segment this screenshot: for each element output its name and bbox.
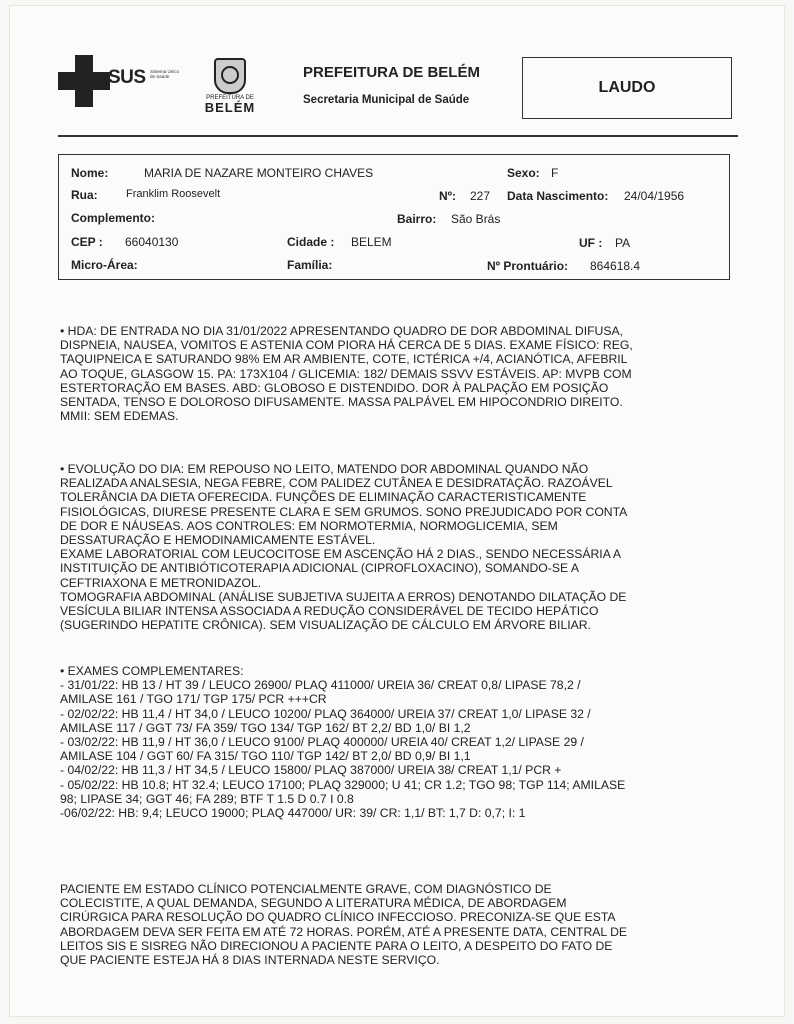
text-line: (SUGERINDO HEPATITE CRÔNICA). SEM VISUALIZAÇÃO DE CÁLCULO EM ÁRVORE BILIAR. xyxy=(60,618,591,633)
sexo-value: F xyxy=(551,166,559,180)
nome-value: MARIA DE NAZARE MONTEIRO CHAVES xyxy=(144,166,374,180)
familia-label: Família: xyxy=(287,258,333,272)
text-line: FISIOLÓGICAS, DIURESE PRESENTE CLARA E SEM GRUMOS. SONO PREJUDICADO POR CONTA xyxy=(60,504,628,519)
text-line: 98; LIPASE 34; GGT 46; FA 289; BTF T 1.5 D 0.7 I 0.8 xyxy=(60,791,354,806)
nascimento-value: 24/04/1956 xyxy=(624,189,685,203)
text-line: • HDA: DE ENTRADA NO DIA 31/01/2022 APRESENTANDO QUADRO DE DOR ABDOMINAL DIFUSA, xyxy=(60,324,624,338)
text-line: ABORDAGEM DEVA SER FEITA EM ATÉ 72 HORAS. PORÉM, ATÉ A PRESENTE DATA, CENTRAL DE xyxy=(60,924,628,939)
exames-section xyxy=(60,664,730,820)
cep-value: 66040130 xyxy=(125,235,179,249)
text-line: SENTADA, TENSO E DOLOROSO DIFUSAMENTE. MASSA PALPÁVEL EM HIPOCONDRIO DIREITO. xyxy=(60,395,623,410)
header-divider xyxy=(58,135,738,137)
belem-logo xyxy=(195,58,265,118)
text-line: - 04/02/22: HB 11,3 / HT 34,5 / LEUCO 15800/ PLAQ 387000/ UREIA 38/ CREAT 1,1/ PCR + xyxy=(60,763,562,778)
text-line: TOLERÂNCIA DA DIETA OFERECIDA. FUNÇÕES DE ELIMINAÇÃO CARACTERISTICAMENTE xyxy=(60,490,587,505)
cidade-value: BELEM xyxy=(351,235,392,249)
text-line: EXAME LABORATORIAL COM LEUCOCITOSE EM ASCENÇÃO HÁ 2 DIAS., SENDO NECESSÁRIA A xyxy=(60,547,621,562)
text-line: TOMOGRAFIA ABDOMINAL (ANÁLISE SUBJETIVA SUJEITA A ERROS) DENOTANDO DILATAÇÃO DE xyxy=(60,589,627,604)
text-line: COLECISTITE, A QUAL DEMANDA, SEGUNDO A LITERATURA MÉDICA, DE ABORDAGEM xyxy=(60,896,567,911)
text-line: MMII: SEM EDEMAS. xyxy=(60,409,179,424)
prontuario-value: 864618.4 xyxy=(590,259,641,273)
text-line: CEFTRIAXONA E METRONIDAZOL. xyxy=(60,575,262,590)
belem-logo-name: BELÉM xyxy=(204,100,256,115)
text-line: -06/02/22: HB: 9,4; LEUCO 19000; PLAQ 447000/ UR: 39/ CR: 1,1/ BT: 1,7 D: 0,7; I: 1 xyxy=(60,806,526,821)
complemento-label: Complemento: xyxy=(71,211,155,225)
rua-value: Franklim Roosevelt xyxy=(126,188,221,200)
text-line: AMILASE 117 / GGT 73/ FA 359/ TGO 134/ TGP 162/ BT 2,2/ BD 1,0/ BI 1,2 xyxy=(60,720,471,735)
sus-logo-subtext: Sistema Único de Saúde xyxy=(150,69,180,79)
text-line: • EXAMES COMPLEMENTARES: xyxy=(60,664,244,678)
uf-value: PA xyxy=(615,236,631,250)
doc-type-label: LAUDO xyxy=(598,79,656,96)
cep-label: CEP : xyxy=(71,235,103,249)
text-line: • EVOLUÇÃO DO DIA: EM REPOUSO NO LEITO, MATENDO DOR ABDOMINAL QUANDO NÃO xyxy=(60,462,589,476)
prontuario-label: Nº Prontuário: xyxy=(487,259,569,273)
text-line: REALIZADA ANALSESIA, NEGA FEBRE, COM PALIDEZ CUTÂNEA E DESIDRATAÇÃO. RAZOÁVEL xyxy=(60,476,613,491)
text-line: TAQUIPNEICA E SATURANDO 98% EM AR AMBIENTE, COTE, ICTÉRICA +/4, ACIANÓTICA, AFEBRIL xyxy=(60,352,628,367)
cidade-label: Cidade : xyxy=(287,235,335,249)
text-line: AMILASE 161 / TGO 171/ TGP 175/ PCR +++CR xyxy=(60,692,327,707)
belem-crest-icon xyxy=(214,58,246,94)
patient-info-box xyxy=(58,154,730,280)
text-line: CIRÚRGICA PARA RESOLUÇÃO DO QUADRO CLÍNICO INFECCIOSO. PRECONIZA-SE QUE ESTA xyxy=(60,910,616,925)
text-line: LEITOS SIS E SISREG NÃO DIRECIONOU A PACIENTE PARA O LEITO, A DESPEITO DO FATO DE xyxy=(60,938,613,953)
belem-logo-top: PREFEITURA DE xyxy=(206,95,254,101)
text-line: VESÍCULA BILIAR INTENSA ASSOCIADA A REDUÇÃO CONSIDERÁVEL DE TECIDO HEPÁTICO xyxy=(60,604,599,619)
sexo-label: Sexo: xyxy=(507,166,540,180)
text-line: DE DOR E NÁUSEAS. AOS CONTROLES: EM NORMOTERMIA, NORMOGLICEMIA, SEM xyxy=(60,518,558,533)
evolucao-section xyxy=(60,462,730,632)
org-title: PREFEITURA DE BELÉM xyxy=(303,64,480,81)
text-line: AMILASE 104 / GGT 60/ FA 315/ TGO 110/ TGP 142/ BT 2,0/ BD 0,9/ BI 1,1 xyxy=(60,749,471,764)
bairro-label: Bairro: xyxy=(397,212,437,226)
uf-label: UF : xyxy=(579,236,603,250)
rua-label: Rua: xyxy=(71,188,98,202)
numero-label: Nº: xyxy=(439,189,457,203)
org-subtitle: Secretaria Municipal de Saúde xyxy=(303,94,470,106)
bairro-value: São Brás xyxy=(451,212,501,226)
text-line: ESTERTORAÇÃO EM BASES. ABD: GLOBOSO E DISTENDIDO. DOR À PALPAÇÃO EM POSIÇÃO xyxy=(60,380,609,395)
doc-type-box xyxy=(522,57,732,119)
text-line: DISPNEIA, NAUSEA, VOMITOS E ASTENIA COM PIORA HÁ CERCA DE 5 DIAS. EXAME FÍSICO: REG, xyxy=(60,338,633,353)
text-line: - 02/02/22: HB 11,4 / HT 34,0 / LEUCO 10200/ PLAQ 364000/ UREIA 37/ CREAT 1,0/ LIPASE 32 / xyxy=(60,706,591,721)
text-line: QUE PACIENTE ESTEJA HÁ 8 DIAS INTERNADA NESTE SERVIÇO. xyxy=(60,953,440,968)
text-line: INSTITUIÇÃO DE ANTIBIÓTICOTERAPIA ADICIONAL (CIPROFLOXACINO), SOMANDO-SE A xyxy=(60,561,579,576)
text-line: PACIENTE EM ESTADO CLÍNICO POTENCIALMENTE GRAVE, COM DIAGNÓSTICO DE xyxy=(60,882,552,896)
numero-value: 227 xyxy=(470,189,491,203)
nascimento-label: Data Nascimento: xyxy=(507,189,609,203)
microarea-label: Micro-Área: xyxy=(71,258,138,272)
nome-label: Nome: xyxy=(71,166,109,180)
hda-section xyxy=(60,324,730,423)
conclusao-section xyxy=(60,882,730,967)
sus-cross-icon xyxy=(58,55,110,107)
text-line: DESSATURAÇÃO E HEMODINAMICAMENTE ESTÁVEL. xyxy=(60,533,376,548)
sus-logo xyxy=(58,55,180,107)
text-line: AO TOQUE, GLASGOW 15. PA: 173X104 / GLICEMIA: 182/ DEMAIS SSVV ESTÁVEIS. AP: MVPB COM xyxy=(60,366,632,381)
text-line: - 31/01/22: HB 13 / HT 39 / LEUCO 26900/ PLAQ 411000/ UREIA 36/ CREAT 0,8/ LIPASE 78,2 / xyxy=(60,678,581,693)
sus-logo-text: SUS xyxy=(108,67,146,88)
text-line: - 05/02/22: HB 10.8; HT 32.4; LEUCO 17100; PLAQ 329000; U 41; CR 1.2; TGO 98; TGP 114; AMILASE xyxy=(60,777,626,792)
text-line: - 03/02/22: HB 11,9 / HT 36,0 / LEUCO 9100/ PLAQ 400000/ UREIA 40/ CREAT 1,2/ LIPASE 29 / xyxy=(60,735,584,750)
